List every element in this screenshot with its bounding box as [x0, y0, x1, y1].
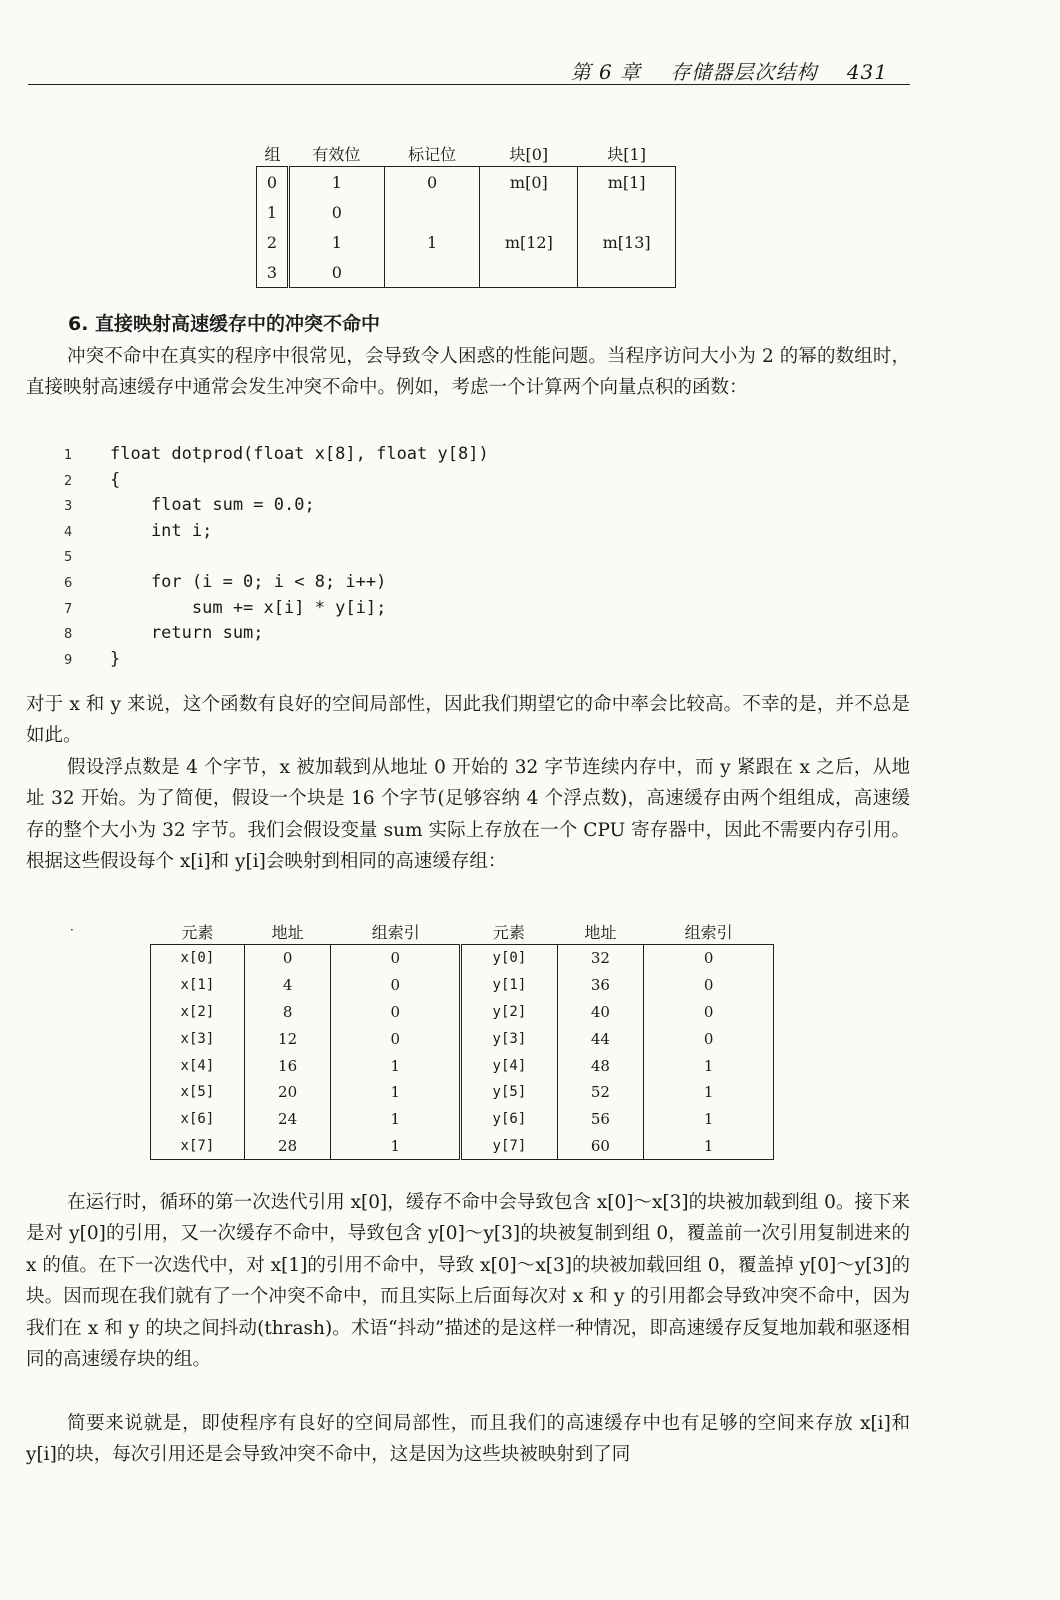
table-row — [151, 972, 774, 999]
table-cell — [384, 197, 480, 227]
col-element-y: 元素 — [492, 922, 525, 942]
line-number: 8 — [64, 627, 73, 643]
table-cell — [384, 257, 480, 288]
address-mapping-table — [150, 918, 774, 1160]
table-row — [257, 167, 676, 198]
table-cell: 8 — [244, 999, 331, 1026]
table-cell: 0 — [288, 197, 384, 227]
col-set-index-y: 组索引 — [684, 922, 733, 942]
table-cell — [480, 257, 578, 288]
map-table-header — [151, 918, 774, 945]
table-row — [257, 197, 676, 227]
code-text: } — [110, 648, 121, 669]
code-line — [64, 544, 664, 570]
table-cell: y[2] — [461, 999, 558, 1026]
table-cell: 40 — [557, 999, 644, 1026]
line-number: 7 — [64, 601, 73, 617]
table-cell: 1 — [644, 1052, 774, 1079]
table-cell: 52 — [557, 1079, 644, 1106]
table-cell: 0 — [644, 972, 774, 999]
header-text — [549, 56, 888, 85]
table-cell: 36 — [557, 972, 644, 999]
table-row — [257, 227, 676, 257]
paragraph-intro: 冲突不命中在真实的程序中很常见，会导致令人困惑的性能问题。当程序访问大小为 2 的幂的数组时，直接映射高速缓存中通常会发生冲突不命中。例如，考虑一个计算两个向量点积的函数： — [26, 345, 910, 398]
table-cell: 1 — [644, 1079, 774, 1106]
table-cell: 0 — [331, 1025, 461, 1052]
col-valid: 有效位 — [312, 144, 361, 164]
code-text: return sum; — [110, 623, 264, 644]
table-cell: 1 — [257, 197, 289, 227]
table-cell: x[6] — [151, 1106, 245, 1133]
code-text: sum += x[i] * y[i]; — [110, 597, 387, 618]
line-number: 6 — [64, 575, 73, 591]
code-text: int i; — [110, 520, 213, 541]
table-cell: 3 — [257, 257, 289, 288]
table-row — [151, 999, 774, 1026]
line-number: 3 — [64, 499, 73, 515]
code-line — [64, 596, 664, 622]
map-table-body — [151, 945, 774, 1160]
table-cell: y[5] — [461, 1079, 558, 1106]
table-cell: 32 — [557, 945, 644, 972]
table-cell: 56 — [557, 1106, 644, 1133]
chapter-title: 存储器层次结构 — [670, 60, 818, 84]
table-cell: 1 — [331, 1079, 461, 1106]
stray-mark: · — [70, 923, 74, 937]
col-set: 组 — [264, 144, 281, 164]
table-cell — [578, 197, 676, 227]
line-number: 5 — [64, 550, 73, 566]
page-number: 431 — [846, 60, 888, 84]
table-cell: x[0] — [151, 945, 245, 972]
table-cell: 0 — [331, 999, 461, 1026]
running-header — [28, 50, 910, 85]
table-cell: 2 — [257, 227, 289, 257]
table-cell: 0 — [331, 945, 461, 972]
code-line — [64, 468, 664, 494]
table-cell: 0 — [331, 972, 461, 999]
code-line — [64, 493, 664, 519]
table-cell: 1 — [331, 1133, 461, 1160]
table-cell: 0 — [288, 257, 384, 288]
table-cell: m[12] — [480, 227, 578, 257]
table-cell: 44 — [557, 1025, 644, 1052]
col-tag: 标记位 — [408, 144, 457, 164]
table-cell: 60 — [557, 1133, 644, 1160]
table-cell: 1 — [331, 1106, 461, 1133]
code-text: for (i = 0; i < 8; i++) — [110, 571, 387, 592]
table-cell — [578, 257, 676, 288]
table-cell: 1 — [288, 167, 384, 198]
table-cell: y[3] — [461, 1025, 558, 1052]
code-line — [64, 442, 664, 468]
table-cell: 1 — [644, 1133, 774, 1160]
table-cell: m[1] — [578, 167, 676, 198]
code-line — [64, 621, 664, 647]
table-cell: 0 — [257, 167, 289, 198]
line-number: 1 — [64, 448, 73, 463]
table-cell — [480, 197, 578, 227]
code-text: float sum = 0.0; — [110, 495, 315, 516]
table-cell: m[13] — [578, 227, 676, 257]
table-cell: 48 — [557, 1052, 644, 1079]
cache-state-table — [256, 140, 676, 288]
table-cell: 1 — [644, 1106, 774, 1133]
table-cell: y[7] — [461, 1133, 558, 1160]
table-row — [151, 1133, 774, 1160]
table-cell: 0 — [644, 945, 774, 972]
table-row — [151, 1052, 774, 1079]
col-set-index-x: 组索引 — [371, 922, 420, 942]
code-line — [64, 647, 664, 673]
paragraph-after-code: 对于 x 和 y 来说，这个函数有良好的空间局部性，因此我们期望它的命中率会比较高。不幸的是，并不总是如此。 — [26, 693, 910, 746]
cache-table-header — [257, 140, 676, 167]
col-block1: 块[1] — [607, 144, 646, 164]
table-cell: 0 — [384, 167, 480, 198]
table-row — [257, 257, 676, 288]
table-cell: x[2] — [151, 999, 245, 1026]
table-cell: 16 — [244, 1052, 331, 1079]
table-cell: 1 — [331, 1052, 461, 1079]
col-address-x: 地址 — [271, 922, 304, 942]
section-title: 6. 直接映射高速缓存中的冲突不命中 — [68, 313, 381, 335]
paragraph-assumption: 假设浮点数是 4 个字节，x 被加载到从地址 0 开始的 32 字节连续内存中，而 y 紧跟在 x 之后，从地址 32 开始。为了简便，假设一个块是 16 个字节(足够容纳 4 个浮点数)，高速缓存由两个组组成，高速缓存的整个大小为 32 字节。我们会假设变量 sum 实际上存放在一个 CPU 寄存器中，因此不需要内存引用。根据这些假设每个 x[i]和 y[i]会映射到相同的高速缓存组： — [26, 756, 910, 872]
table-cell: y[0] — [461, 945, 558, 972]
table-cell: 0 — [644, 999, 774, 1026]
table-cell: m[0] — [480, 167, 578, 198]
table-row — [151, 1025, 774, 1052]
code-text: { — [110, 469, 121, 490]
table-row — [151, 945, 774, 972]
code-listing — [64, 442, 664, 672]
table-cell: x[1] — [151, 972, 245, 999]
code-line — [64, 519, 664, 545]
table-cell: 28 — [244, 1133, 331, 1160]
code-text: float dotprod(float x[8], float y[8]) — [110, 444, 489, 464]
table-cell: 12 — [244, 1025, 331, 1052]
table-row — [151, 1079, 774, 1106]
chapter-label: 第 6 章 — [570, 60, 642, 84]
line-number: 4 — [64, 524, 73, 540]
col-element-x: 元素 — [181, 922, 214, 942]
table-cell: 1 — [288, 227, 384, 257]
col-address-y: 地址 — [584, 922, 617, 942]
table-cell: y[6] — [461, 1106, 558, 1133]
table-cell: x[3] — [151, 1025, 245, 1052]
line-number: 2 — [64, 473, 73, 489]
table-cell: 4 — [244, 972, 331, 999]
col-block0: 块[0] — [509, 144, 549, 164]
table-cell: 20 — [244, 1079, 331, 1106]
code-line — [64, 570, 664, 596]
table-row — [151, 1106, 774, 1133]
paragraph-summary: 简要来说就是，即使程序有良好的空间局部性，而且我们的高速缓存中也有足够的空间来存放 x[i]和 y[i]的块，每次引用还是会导致冲突不命中，这是因为这些块被映射到了同 — [26, 1412, 910, 1465]
table-cell: y[1] — [461, 972, 558, 999]
line-number: 9 — [64, 652, 73, 668]
table-cell: x[7] — [151, 1133, 245, 1160]
table-cell: y[4] — [461, 1052, 558, 1079]
table-cell: 1 — [384, 227, 480, 257]
table-cell: 0 — [644, 1025, 774, 1052]
table-cell: x[5] — [151, 1079, 245, 1106]
table-cell: x[4] — [151, 1052, 245, 1079]
paragraph-runtime: 在运行时，循环的第一次迭代引用 x[0]，缓存不命中会导致包含 x[0]～x[3]的块被加载到组 0。接下来是对 y[0]的引用，又一次缓存不命中，导致包含 y[0]～y[3]的块被复制到组 0，覆盖前一次引用复制进来的 x 的值。在下一次迭代中，对 x[1]的引用不命中，导致 x[0]～x[3]的块被加载回组 0，覆盖掉 y[0]～y[3]的块。因而现在我们就有了一个冲突不命中，而且实际上后面每次对 x 和 y 的引用都会导致冲突不命中，因为我们在 x 和 y 的块之间抖动(thrash)。术语“抖动”描述的是这样一种情况，即高速缓存反复地加载和驱逐相同的高速缓存块的组。 — [26, 1191, 910, 1370]
table-cell: 24 — [244, 1106, 331, 1133]
table-cell: 0 — [244, 945, 331, 972]
